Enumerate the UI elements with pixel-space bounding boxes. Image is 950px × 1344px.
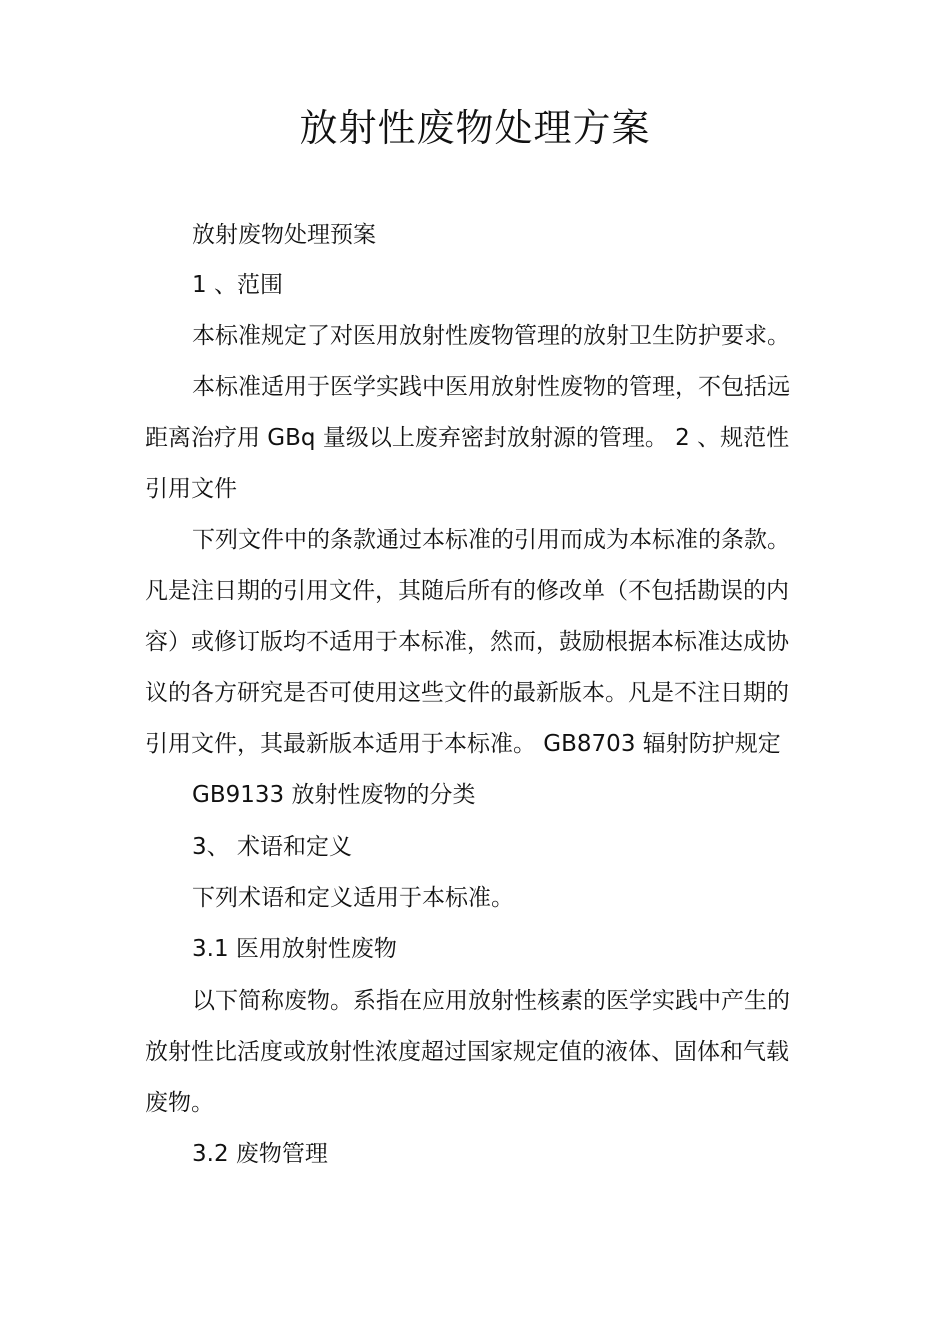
body-text-line: 以下简称废物。系指在应用放射性核素的医学实践中产生的 bbox=[192, 988, 790, 1014]
body-text-line: GB9133 放射性废物的分类 bbox=[192, 782, 476, 808]
document-title: 放射性废物处理方案 bbox=[299, 106, 651, 150]
body-text-line: 本标准规定了对医用放射性废物管理的放射卫生防护要求。 bbox=[192, 323, 790, 349]
body-text-line: 废物。 bbox=[145, 1090, 214, 1116]
body-text-line: 容）或修订版均不适用于本标准，然而，鼓励根据本标准达成协 bbox=[145, 629, 789, 655]
subsection-heading: 3.2 废物管理 bbox=[192, 1141, 328, 1167]
body-text-line: 引用文件，其最新版本适用于本标准。 GB8703 辐射防护规定 bbox=[145, 731, 781, 757]
body-text-line: 放射性比活度或放射性浓度超过国家规定值的液体、固体和气载 bbox=[145, 1039, 789, 1065]
body-text-line: 下列术语和定义适用于本标准。 bbox=[192, 885, 514, 911]
body-text-line: 本标准适用于医学实践中医用放射性废物的管理，不包括远 bbox=[192, 374, 790, 400]
body-text-line: 引用文件 bbox=[145, 476, 237, 502]
body-text-line: 距离治疗用 GBq 量级以上废弃密封放射源的管理。 2 、规范性 bbox=[145, 425, 790, 451]
section-heading: 放射废物处理预案 bbox=[192, 222, 376, 248]
body-text-line: 凡是注日期的引用文件，其随后所有的修改单（不包括勘误的内 bbox=[145, 578, 789, 604]
body-text-line: 下列文件中的条款通过本标准的引用而成为本标准的条款。 bbox=[192, 527, 790, 553]
section-heading: 3、 术语和定义 bbox=[192, 834, 352, 860]
body-text-line: 议的各方研究是否可使用这些文件的最新版本。凡是不注日期的 bbox=[145, 680, 789, 706]
section-heading: 1 、范围 bbox=[192, 272, 283, 298]
subsection-heading: 3.1 医用放射性废物 bbox=[192, 936, 397, 962]
